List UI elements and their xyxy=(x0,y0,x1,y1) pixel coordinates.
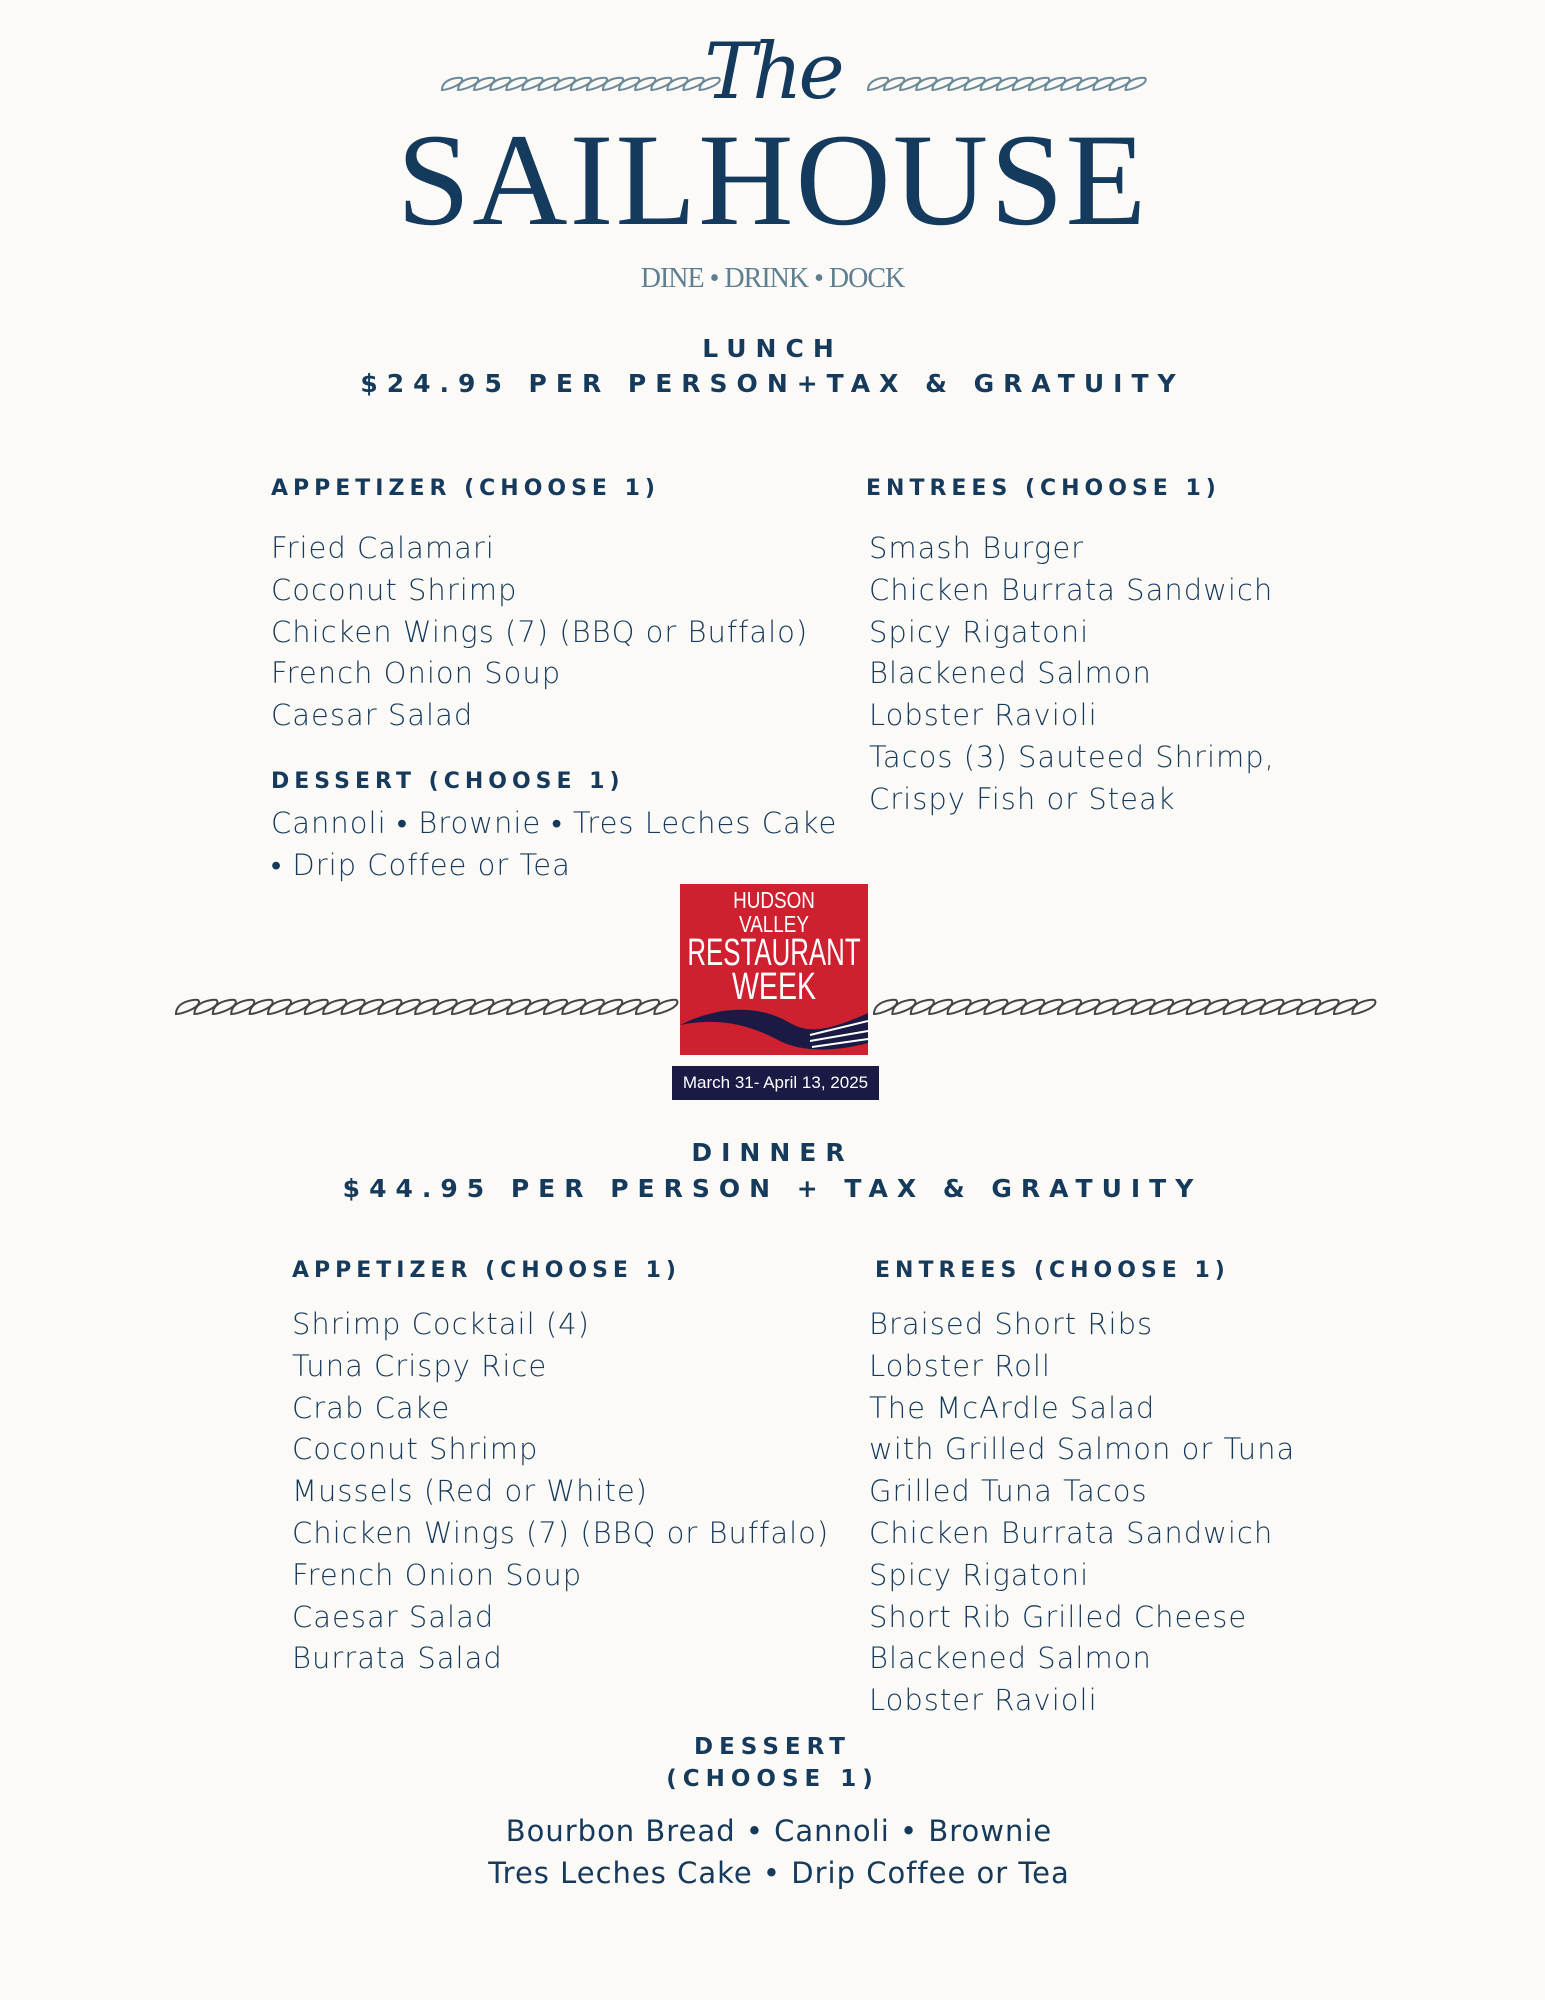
lunch-dessert-list xyxy=(271,803,837,887)
logo-line-3: WEEK xyxy=(732,966,816,1008)
menu-item: Chicken Wings (7) (BBQ or Buffalo) xyxy=(271,614,809,649)
dinner-entree-list xyxy=(869,1304,1295,1722)
dinner-dessert-line-1: Bourbon Bread • Cannoli • Brownie xyxy=(505,1814,1053,1848)
menu-item: Crispy Fish or Steak xyxy=(869,781,1176,816)
logo-the: The xyxy=(704,27,841,117)
menu-item: Lobster Ravioli xyxy=(869,698,1098,733)
lunch-dessert-header: DESSERT (CHOOSE 1) xyxy=(271,769,625,794)
tagline: DINE • DRINK • DOCK xyxy=(640,263,905,294)
dinner-dessert-subheader: (CHOOSE 1) xyxy=(666,1766,879,1792)
lunch-appetizer-list xyxy=(271,528,808,737)
menu-item: Caesar Salad xyxy=(271,698,474,733)
menu-item: Chicken Wings (7) (BBQ or Buffalo) xyxy=(292,1515,830,1550)
menu-item: Caesar Salad xyxy=(292,1599,495,1634)
menu-item: Blackened Salmon xyxy=(869,1641,1152,1676)
rope-twist xyxy=(654,1000,677,1014)
event-dates: March 31- April 13, 2025 xyxy=(672,1066,879,1100)
lunch-price: $24.95 PER PERSON+TAX & GRATUITY xyxy=(360,369,1185,398)
dinner-appetizer-list xyxy=(292,1304,829,1680)
menu-item: French Onion Soup xyxy=(292,1557,583,1592)
menu-item: Short Rib Grilled Cheese xyxy=(869,1599,1248,1634)
menu-item: The McArdle Salad xyxy=(869,1390,1156,1425)
menu-item: Coconut Shrimp xyxy=(271,572,518,607)
lunch-title: LUNCH xyxy=(702,334,843,363)
menu-item: Fried Calamari xyxy=(271,531,495,565)
menu-item: Mussels (Red or White) xyxy=(292,1474,648,1509)
dinner-entree-header: ENTREES (CHOOSE 1) xyxy=(875,1258,1230,1283)
dinner-appetizer-header: APPETIZER (CHOOSE 1) xyxy=(292,1258,681,1283)
lunch-entree-list xyxy=(869,528,1275,821)
menu-item: Smash Burger xyxy=(869,531,1085,565)
menu-item: Blackened Salmon xyxy=(869,656,1152,691)
lunch-appetizer-header: APPETIZER (CHOOSE 1) xyxy=(271,476,660,501)
restaurant-week-logo xyxy=(680,884,868,1055)
logo-line-2: RESTAURANT xyxy=(687,932,861,974)
menu-item: Coconut Shrimp xyxy=(292,1432,539,1467)
dinner-dessert-header: DESSERT xyxy=(694,1734,851,1760)
menu-item: Burrata Salad xyxy=(292,1641,503,1676)
restaurant-name: SAILHOUSE xyxy=(396,106,1149,253)
menu-item: Tacos (3) Sauteed Shrimp, xyxy=(869,739,1275,774)
menu-item: Cannoli • Brownie • Tres Leches Cake xyxy=(271,806,838,840)
fork-icon xyxy=(680,985,868,1055)
menu-item: Tuna Crispy Rice xyxy=(292,1348,548,1383)
rope-divider-middle-right xyxy=(874,1000,1375,1014)
dinner-dessert-line-2: Tres Leches Cake • Drip Coffee or Tea xyxy=(488,1856,1070,1890)
menu-item: with Grilled Salmon or Tuna xyxy=(869,1432,1296,1467)
menu-item: Lobster Ravioli xyxy=(869,1683,1098,1718)
menu-item: Crab Cake xyxy=(292,1390,451,1425)
menu-item: Spicy Rigatoni xyxy=(869,1557,1090,1592)
menu-item: Grilled Tuna Tacos xyxy=(869,1474,1148,1509)
rope-twist xyxy=(1352,1000,1375,1014)
menu-item: Braised Short Ribs xyxy=(869,1307,1154,1341)
menu-item: Shrimp Cocktail (4) xyxy=(292,1307,590,1341)
lunch-entree-header: ENTREES (CHOOSE 1) xyxy=(866,476,1221,501)
rope-divider-middle-left xyxy=(176,1000,677,1014)
menu-item: Chicken Burrata Sandwich xyxy=(869,1515,1274,1550)
dinner-title: DINNER xyxy=(691,1138,854,1167)
dinner-price: $44.95 PER PERSON + TAX & GRATUITY xyxy=(342,1174,1203,1203)
menu-item: Spicy Rigatoni xyxy=(869,614,1090,649)
menu-item: Chicken Burrata Sandwich xyxy=(869,572,1274,607)
menu-item: French Onion Soup xyxy=(271,656,562,691)
menu-item: Lobster Roll xyxy=(869,1348,1051,1383)
logo-line-1: HUDSON VALLEY xyxy=(733,887,815,937)
menu-item: • Drip Coffee or Tea xyxy=(271,847,571,882)
